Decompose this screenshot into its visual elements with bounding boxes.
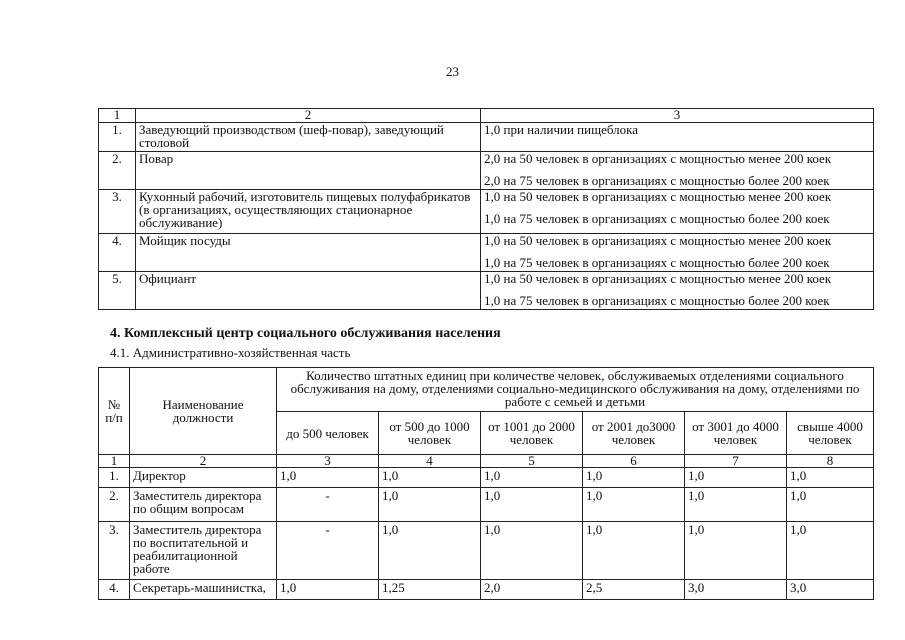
table-row (99, 272, 874, 310)
position-name: Заместитель директора по общим вопросам (130, 488, 277, 522)
norm-line: 1,0 на 75 человек в организациях с мощностью более 200 коек (484, 293, 830, 308)
column-number-row (99, 455, 874, 468)
value-cell: 1,0 (481, 468, 583, 488)
range-header: от 2001 до3000 человек (583, 412, 685, 455)
table-row (99, 580, 874, 600)
header-position: Наименование должности (130, 368, 277, 455)
table-row (99, 488, 874, 522)
norm-cell (481, 152, 874, 190)
table-row (99, 234, 874, 272)
value-cell: 1,0 (277, 580, 379, 600)
value-cell: - (277, 488, 379, 522)
column-number: 7 (685, 455, 787, 468)
table-row (99, 522, 874, 580)
row-number: 4. (99, 580, 130, 600)
row-number: 3. (99, 190, 136, 234)
value-cell: 1,25 (379, 580, 481, 600)
position-name: Директор (130, 468, 277, 488)
column-number: 2 (130, 455, 277, 468)
norm-line: 1,0 при наличии пищеблока (484, 122, 639, 137)
value-cell: 1,0 (787, 488, 874, 522)
norm-line: 1,0 на 50 человек в организациях с мощностью менее 200 коек (484, 189, 832, 204)
table-row (99, 468, 874, 488)
value-cell: 1,0 (379, 522, 481, 580)
value-cell: 1,0 (685, 522, 787, 580)
header-cell: 1 (99, 109, 136, 123)
row-number: 2. (99, 152, 136, 190)
table-header-row (99, 368, 874, 412)
norm-line: 1,0 на 50 человек в организациях с мощностью менее 200 коек (484, 271, 832, 286)
norm-line: 2,0 на 75 человек в организациях с мощностью более 200 коек (484, 173, 830, 188)
value-cell: - (277, 522, 379, 580)
value-cell: 1,0 (787, 522, 874, 580)
norm-line: 1,0 на 75 человек в организациях с мощностью более 200 коек (484, 255, 830, 270)
position-name: Заместитель директора по воспитательной и реабилитационной работе (130, 522, 277, 580)
value-cell: 1,0 (379, 488, 481, 522)
column-number: 1 (99, 455, 130, 468)
norm-cell (481, 123, 874, 152)
table-row (99, 123, 874, 152)
value-cell: 1,0 (481, 488, 583, 522)
norm-cell (481, 272, 874, 310)
value-cell: 1,0 (685, 488, 787, 522)
position-name: Мойщик посуды (136, 234, 481, 272)
row-number: 1. (99, 123, 136, 152)
header-cell: 2 (136, 109, 481, 123)
row-number: 1. (99, 468, 130, 488)
range-header: до 500 человек (277, 412, 379, 455)
column-number: 4 (379, 455, 481, 468)
column-number: 6 (583, 455, 685, 468)
norm-cell (481, 190, 874, 234)
column-number: 5 (481, 455, 583, 468)
position-name: Секретарь-машинистка, (130, 580, 277, 600)
value-cell: 1,0 (277, 468, 379, 488)
table-row (99, 152, 874, 190)
section-title: 4. Комплексный центр социального обслуживания населения (110, 326, 501, 341)
norm-line: 2,0 на 50 человек в организациях с мощностью менее 200 коек (484, 151, 832, 166)
subsection-title: 4.1. Административно-хозяйственная часть (110, 345, 351, 360)
table-header-row (99, 109, 874, 123)
value-cell: 2,0 (481, 580, 583, 600)
norm-cell (481, 234, 874, 272)
value-cell: 1,0 (583, 522, 685, 580)
value-cell: 3,0 (787, 580, 874, 600)
position-name: Официант (136, 272, 481, 310)
column-number: 3 (277, 455, 379, 468)
value-cell: 1,0 (481, 522, 583, 580)
value-cell: 1,0 (685, 468, 787, 488)
range-header: от 500 до 1000 человек (379, 412, 481, 455)
row-number: 3. (99, 522, 130, 580)
row-number: 4. (99, 234, 136, 272)
row-number: 2. (99, 488, 130, 522)
range-header: от 3001 до 4000 человек (685, 412, 787, 455)
position-name: Заведующий производством (шеф-повар), заведующий столовой (136, 123, 481, 152)
position-name: Кухонный рабочий, изготовитель пищевых полуфабрикатов (в организациях, осуществляющих стационарное обслуживание) (136, 190, 481, 234)
page-number: 23 (446, 64, 459, 79)
value-cell: 2,5 (583, 580, 685, 600)
header-num: № п/п (99, 368, 130, 455)
range-header: свыше 4000 человек (787, 412, 874, 455)
range-header: от 1001 до 2000 человек (481, 412, 583, 455)
header-cell: 3 (481, 109, 874, 123)
header-group: Количество штатных единиц при количестве человек, обслуживаемых отделениями социального обслуживания на дому, отделениями социально-медицинского обслуживания на дому, отделениями по работе с семьей и детьми (277, 368, 874, 412)
value-cell: 1,0 (787, 468, 874, 488)
column-number: 8 (787, 455, 874, 468)
staff-norms-table-food (98, 108, 874, 310)
value-cell: 1,0 (379, 468, 481, 488)
norm-line: 1,0 на 75 человек в организациях с мощностью более 200 коек (484, 211, 830, 226)
value-cell: 3,0 (685, 580, 787, 600)
position-name: Повар (136, 152, 481, 190)
table-row (99, 190, 874, 234)
staff-norms-table-admin (98, 367, 874, 600)
row-number: 5. (99, 272, 136, 310)
norm-line: 1,0 на 50 человек в организациях с мощностью менее 200 коек (484, 233, 832, 248)
value-cell: 1,0 (583, 468, 685, 488)
value-cell: 1,0 (583, 488, 685, 522)
